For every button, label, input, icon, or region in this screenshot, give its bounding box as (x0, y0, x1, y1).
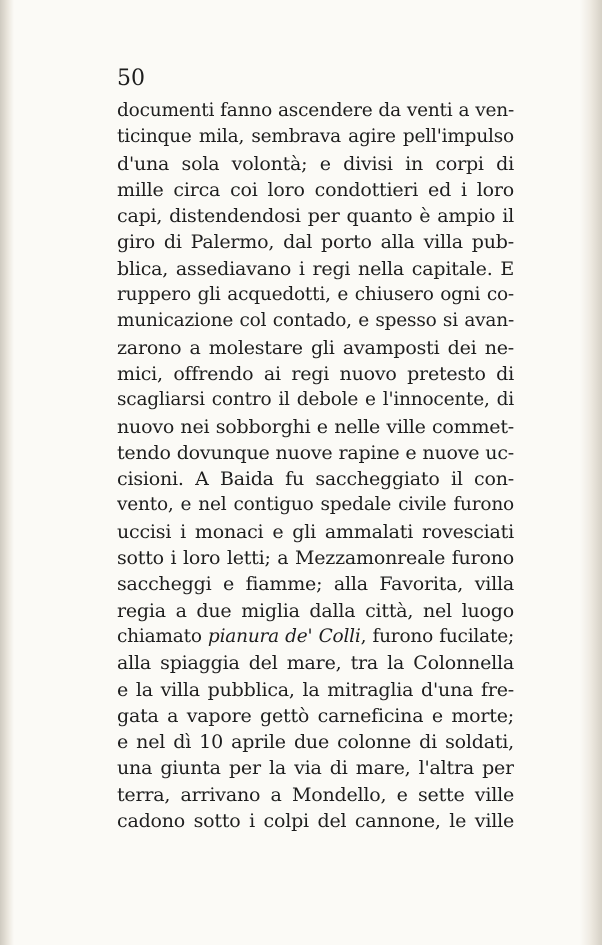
text-line: nuovo nei sobborghi e nelle ville commet- (117, 415, 514, 438)
text-line: zarono a molestare gli avamposti dei ne- (117, 336, 514, 359)
text-line: una giunta per la via di mare, l'altra per (117, 757, 514, 780)
text-line: d'una sola volontà; e divisi in corpi di (117, 152, 514, 175)
page-right-edge (580, 0, 602, 945)
text-line: ruppero gli acquedotti, e chiusero ogni co- (117, 284, 514, 306)
text-line: municazione col contado, e spesso si avan- (117, 310, 514, 332)
text-line: terra, arrivano a Mondello, e sette ville (117, 783, 514, 806)
text-line-with-italic (117, 624, 514, 650)
text-line: vento, e nel contiguo spedale civile furono (117, 494, 514, 516)
text-line: sotto i loro letti; a Mezzamonreale furono (117, 547, 514, 570)
page-left-edge (0, 0, 14, 945)
text-line: documenti fanno ascendere da venti a ven- (117, 100, 514, 121)
page-number: 50 (117, 66, 145, 91)
text-line: alla spiaggia del mare, tra la Colonnella (117, 652, 514, 675)
text-line: giro di Palermo, dal porto alla villa pub- (117, 231, 514, 254)
text-line: gata a vapore gettò carneficina e morte; (117, 704, 514, 727)
text-line: saccheggi e fiamme; alla Favorita, villa (117, 573, 514, 596)
text-fragment: chiamato (117, 625, 208, 647)
text-line: capi, distendendosi per quanto è ampio il (117, 205, 514, 228)
text-line: blica, assediavano i regi nella capitale. E (117, 257, 514, 280)
text-line: cisioni. A Baida fu saccheggiato il con- (117, 468, 514, 491)
text-line: mille circa coi loro condottieri ed i loro (117, 178, 514, 201)
text-line: e nel dì 10 aprile due colonne di soldati, (117, 731, 514, 754)
text-fragment: , furono fucilate; (360, 625, 514, 647)
text-line: uccisi i monaci e gli ammalati rovesciati (117, 520, 514, 543)
text-line: scagliarsi contro il debole e l'innocente, di (117, 389, 514, 411)
text-line: ticinque mila, sembrava agire pell'impulso (117, 126, 514, 148)
text-line: cadono sotto i colpi del cannone, le ville (117, 810, 514, 833)
text-line: tendo dovunque nuove rapine e nuove uc- (117, 441, 514, 464)
text-line: regia a due miglia dalla città, nel luogo (117, 599, 514, 622)
text-line: e la villa pubblica, la mitraglia d'una fre- (117, 678, 514, 701)
italic-place-name: pianura de' Colli (207, 625, 361, 647)
text-line: mici, offrendo ai regi nuovo pretesto di (117, 362, 514, 385)
body-text (117, 98, 514, 834)
